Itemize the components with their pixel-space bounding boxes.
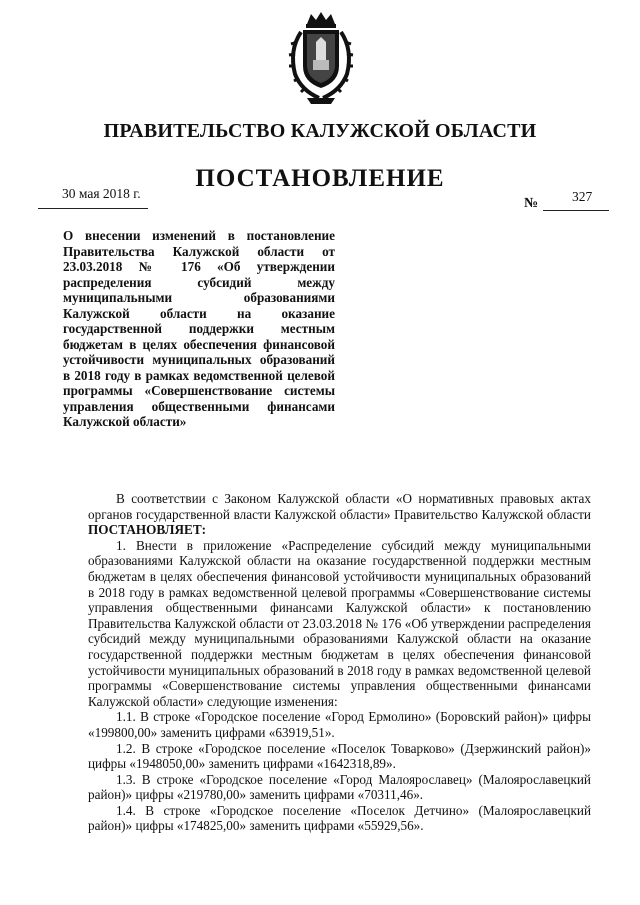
number-underline: [543, 210, 609, 211]
coat-of-arms-emblem: [285, 10, 357, 110]
document-number: 327: [572, 189, 593, 204]
preamble-paragraph: [88, 491, 591, 538]
date-underline: [38, 208, 148, 209]
clause-1-1: 1.1. В строке «Городское поселение «Город Ермолино» (Боровский район)» цифры «199800,00» заменить цифрами «63919,51».: [88, 709, 591, 740]
government-title: ПРАВИТЕЛЬСТВО КАЛУЖСКОЙ ОБЛАСТИ: [103, 120, 537, 142]
document-date: 30 мая 2018 г.: [62, 186, 141, 201]
clause-1: 1. Внести в приложение «Распределение субсидий между муниципальными образованиями Калужской области на оказание государственной поддержки местным бюджетам в целях обеспечения финансовой устойчивости муниципальных образований в 2018 году в рамках ведомственной целевой программы «Совершенствование системы управления общественными финансами Калужской области» к постановлению Правительства Калужской области от 23.03.2018 № 176 «Об утверждении распределения субсидий между муниципальными образованиями Калужской области на оказание государственной поддержки местным бюджетам в целях обеспечения финансовой устойчивости муниципальных образований в 2018 году в рамках ведомственной целевой программы «Совершенствование системы управления общественными финансами Калужской области» следующие изменения:: [88, 537, 591, 709]
clause-1-3: 1.3. В строке «Городское поселение «Город Малоярославец» (Малоярославецкий район)» цифры «219780,00» заменить цифрами «70311,46».: [88, 771, 591, 803]
number-sign: №: [524, 196, 539, 211]
document-body: [88, 491, 591, 834]
document-type-title: ПОСТАНОВЛЕНИЕ: [195, 165, 445, 192]
decree-word: ПОСТАНОВЛЯЕТ:: [88, 522, 207, 538]
clause-1-2: 1.2. В строке «Городское поселение «Поселок Товарково» (Дзержинский район)» цифры «1948050,00» заменить цифрами «1642318,89».: [88, 740, 591, 772]
document-subject: О внесении изменений в постановление Правительства Калужской области от 23.03.2018 № 176 «Об утверждении распределения субсидий между муниципальными образованиями Калужской области на оказание государственной поддержки местным бюджетам в целях обеспечения финансовой устойчивости муниципальных образований в 2018 году в рамках ведомственной целевой программы «Совершенствование системы управления общественными финансами Калужской области»: [63, 228, 335, 429]
preamble-text: В соответствии с Законом Калужской области «О нормативных правовых актах органов государственной власти Калужской области» Правительство Калужской области: [88, 491, 591, 522]
clause-1-4: 1.4. В строке «Городское поселение «Поселок Детчино» (Малоярославецкий район)» цифры «174825,00» заменить цифрами «55929,56».: [88, 802, 591, 834]
